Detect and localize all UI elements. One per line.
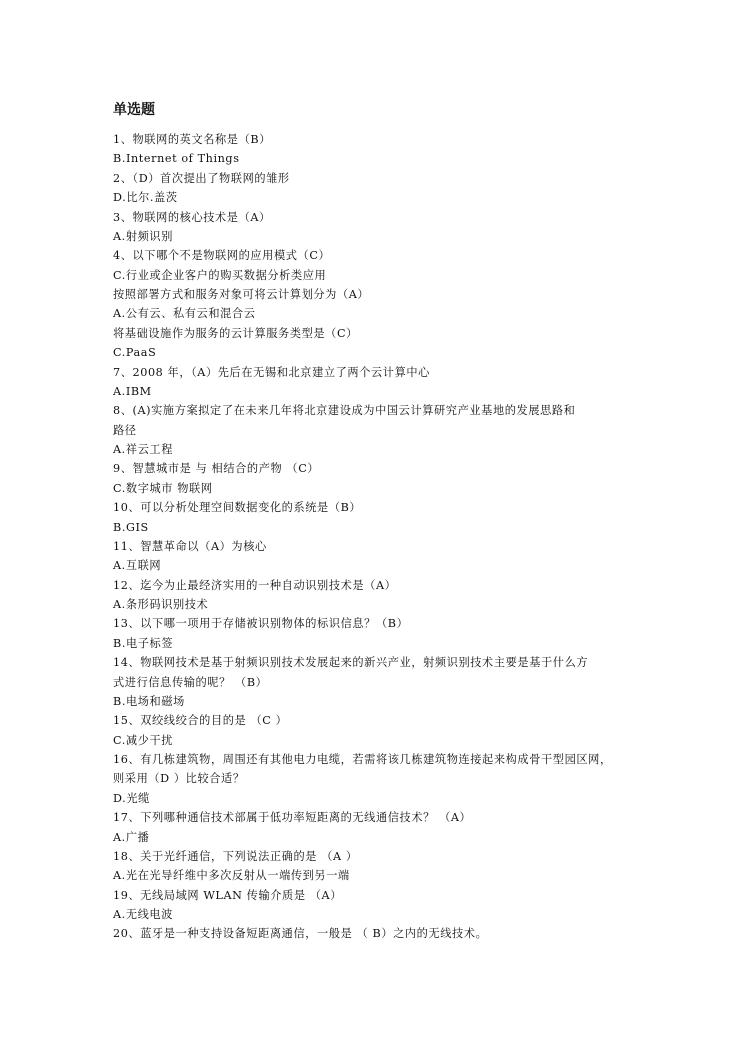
text-line: D.比尔.盖茨 [113, 191, 178, 205]
text-line: 8、(A)实施方案拟定了在未来几年将北京建设成为中国云计算研究产业基地的发展思路和 [113, 404, 576, 418]
text-line: A.公有云、私有云和混合云 [113, 307, 256, 321]
text-line: 10、可以分析处理空间数据变化的系统是（B） [113, 501, 362, 515]
text-line: A.条形码识别技术 [113, 598, 209, 611]
text-line: 则采用（D ）比较合适？ [113, 772, 245, 786]
text-line: A.互联网 [113, 559, 162, 573]
text-line: 路径 [113, 423, 137, 437]
text-line: 4、以下哪个不是物联网的应用模式（C） [113, 249, 331, 263]
text-line: A.广播 [113, 830, 150, 844]
text-line: D.光缆 [113, 791, 150, 805]
text-line: C.PaaS [113, 346, 157, 360]
text-line: A.光在光导纤维中多次反射从一端传到另一端 [113, 869, 350, 883]
text-line: 9、智慧城市是 与 相结合的产物 （C） [113, 462, 320, 476]
section-heading: 单选题 [113, 102, 155, 118]
question-list [113, 100, 653, 944]
text-line: B.GIS [113, 520, 149, 534]
text-line: 20、蓝牙是一种支持设备短距离通信，一般是 （ B）之内的无线技术。 [113, 927, 488, 941]
text-line: 3、物联网的核心技术是（A） [113, 210, 271, 224]
text-line: 18、关于光纤通信，下列说法正确的是 （A ） [113, 849, 358, 863]
text-line: 16、有几栋建筑物，周围还有其他电力电缆，若需将该几栋建筑物连接起来构成骨干型园区网， [113, 753, 612, 766]
text-line: 17、下列哪种通信技术部属于低功率短距离的无线通信技术？ （A） [113, 811, 472, 825]
text-line: C.减少干扰 [113, 733, 174, 747]
text-line: A.IBM [113, 384, 152, 398]
text-line: 14、物联网技术是基于射频识别技术发展起来的新兴产业，射频识别技术主要是基于什么方 [113, 656, 589, 670]
text-line: B.电场和磁场 [113, 694, 185, 708]
text-line: 19、无线局域网 WLAN 传输介质是 （A） [113, 888, 343, 902]
text-line: B.电子标签 [113, 636, 174, 650]
text-line: 2、（D）首次提出了物联网的雏形 [113, 171, 290, 185]
text-line: 12、迄今为止最经济实用的一种自动识别技术是（A） [113, 578, 397, 592]
text-line: A.祥云工程 [113, 443, 173, 456]
text-line: 按照部署方式和服务对象可将云计算划分为（A） [113, 288, 370, 301]
text-line: 11、智慧革命以（A）为核心 [113, 539, 267, 553]
text-line: 15、双绞线绞合的目的是 （C ） [113, 714, 288, 728]
text-line: B.Internet of Things [113, 152, 240, 166]
text-line: A.射频识别 [113, 229, 173, 243]
lines-container [113, 130, 653, 944]
text-line: 将基础设施作为服务的云计算服务类型是（C） [113, 326, 358, 340]
text-line: 7、2008 年，（A）先后在无锡和北京建立了两个云计算中心 [113, 365, 430, 379]
text-line: 式进行信息传输的呢？ （B） [113, 675, 268, 689]
text-line: 13、以下哪一项用于存储被识别物体的标识信息？（B） [113, 617, 409, 631]
text-line: A.无线电波 [113, 908, 173, 921]
text-line: 1、物联网的英文名称是（B） [113, 133, 271, 146]
text-line: C.行业或企业客户的购买数据分析类应用 [113, 268, 327, 282]
text-line: C.数字城市 物联网 [113, 481, 213, 495]
